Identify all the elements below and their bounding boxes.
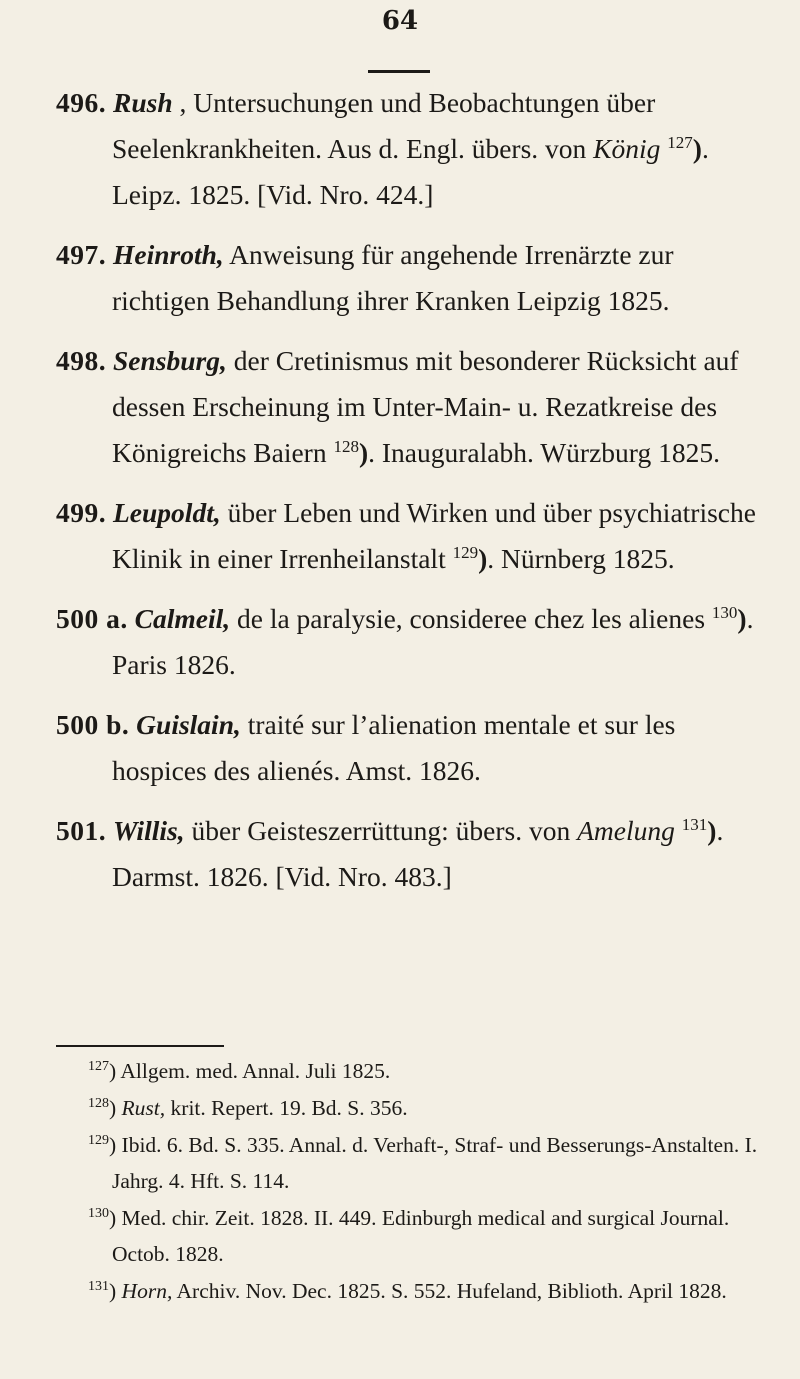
page-number: 64: [381, 6, 419, 36]
entry-text-tail: . Darmst. 1826. [Vid. Nro. 483.]: [112, 815, 724, 892]
footnote-text: Allgem. med. Annal. Juli 1825.: [120, 1059, 391, 1083]
entry-text-tail: . Inauguralabh. Würzburg 1825.: [368, 437, 720, 468]
entry-text: Anweisung für angehende Irrenärzte zur richtigen Behandlung ihrer Kranken Leipzig 1825.: [112, 239, 674, 316]
entry-number: 496.: [56, 87, 107, 118]
entry-number: 500 b.: [56, 709, 130, 740]
footnote: $^{127}$) Allgem. med. Annal. Juli 1825.: [88, 1058, 391, 1083]
entry-translator: König: [593, 133, 661, 164]
entry-author: Heinroth,: [113, 239, 224, 270]
bibliography-entry: 499. Leupoldt, über Leben und Wirken und über psychiatrische Klinik in einer Irrenheilanstalt $^{129}$). Nürnberg 1825.: [56, 497, 756, 574]
entry-text: über Geisteszerrüttung: übers. von: [184, 815, 578, 846]
bibliography-entry: 501. Willis, über Geisteszerrüttung: übers. von Amelung $^{131}$). Darmst. 1826. [Vid. Nro. 483.]: [56, 814, 724, 892]
entry-text-tail: . Paris 1826.: [112, 603, 754, 680]
footnote-author: Horn,: [121, 1279, 173, 1303]
entry-text: , Untersuchungen und Beobachtungen über Seelenkrankheiten. Aus d. Engl. übers. von: [112, 87, 656, 164]
bibliography-entry: 500 a. Calmeil, de la paralysie, consideree chez les alienes $^{130}$). Paris 1826.: [56, 602, 754, 680]
entry-author: Sensburg,: [113, 345, 227, 376]
bibliography-entry: 498. Sensburg, der Cretinismus mit besonderer Rücksicht auf dessen Erscheinung im Unter-Main- u. Rezatkreise des Königreichs Baiern $^{128}$). Inauguralabh. Würzburg 1825.: [56, 345, 739, 468]
entry-author: Willis,: [113, 815, 185, 846]
entry-number: 497.: [56, 239, 107, 270]
footnote-number: 131: [88, 1278, 109, 1294]
bibliography-entry: 496. Rush , Untersuchungen und Beobachtungen über Seelenkrankheiten. Aus d. Engl. übers. von König $^{127}$). Leipz. 1825. [Vid. Nro. 424.]: [56, 87, 709, 210]
bibliography-entry: [56, 232, 776, 324]
footnote-ref: 129: [452, 542, 479, 562]
footnote-number: 128: [88, 1095, 109, 1111]
footnote-ref: 130: [711, 602, 738, 622]
entry-text: der Cretinismus mit besonderer Rücksicht auf dessen Erscheinung im Unter-Main- u. Rezatkreise des Königreichs Baiern: [112, 345, 739, 468]
footnote: $^{128}$) Rust, krit. Repert. 19. Bd. S. 356.: [88, 1095, 408, 1120]
footnote-rule: [56, 1045, 224, 1047]
entry-text-tail: . Nürnberg 1825.: [487, 543, 675, 574]
entry-author: Guislain,: [136, 709, 241, 740]
footnote-ref: 128: [333, 436, 359, 456]
entry-author: Calmeil,: [134, 603, 231, 634]
footnote: $^{130}$) Med. chir. Zeit. 1828. II. 449. Edinburgh medical and surgical Journal. Octob. 1828.: [88, 1205, 730, 1266]
entry-text-tail: . Leipz. 1825. [Vid. Nro. 424.]: [112, 133, 709, 210]
footnote-text: Archiv. Nov. Dec. 1825. S. 552. Hufeland, Biblioth. April 1828.: [172, 1279, 727, 1303]
entry-text: traité sur l’alienation mentale et sur les hospices des alienés. Amst. 1826.: [112, 709, 676, 786]
page-number-rule: [368, 70, 430, 73]
entry-number: 498.: [56, 345, 107, 376]
footnote: $^{131}$) Horn, Archiv. Nov. Dec. 1825. S. 552. Hufeland, Biblioth. April 1828.: [88, 1278, 727, 1303]
bibliography-entries: [56, 80, 776, 914]
entry-author: Rush: [113, 87, 173, 118]
footnote: $^{129}$) Ibid. 6. Bd. S. 335. Annal. d. Verhaft-, Straf- und Besserungs-Anstalten. I. Jahrg. 4. Hft. S. 114.: [88, 1132, 758, 1193]
entry-text: über Leben und Wirken und über psychiatrische Klinik in einer Irrenheilanstalt: [112, 497, 756, 574]
entry-translator: Amelung: [577, 815, 675, 846]
footnote-number: 127: [88, 1058, 109, 1074]
entry-number: 500 a.: [56, 603, 128, 634]
footnote-text: Med. chir. Zeit. 1828. II. 449. Edinburgh medical and surgical Journal. Octob. 1828.: [112, 1206, 730, 1266]
footnote-author: Rust,: [121, 1096, 166, 1120]
footnote-ref: 127: [667, 132, 693, 152]
bibliography-entry: [56, 702, 776, 794]
footnote-ref: 131: [681, 814, 708, 834]
footnote-text: krit. Repert. 19. Bd. S. 356.: [165, 1096, 408, 1120]
footnote-number: 130: [88, 1205, 109, 1221]
footnote-text: Ibid. 6. Bd. S. 335. Annal. d. Verhaft-, Straf- und Besserungs-Anstalten. I. Jahrg. 4. Hft. S. 114.: [112, 1133, 758, 1193]
entry-text: de la paralysie, consideree chez les alienes: [230, 603, 706, 634]
footnotes: [56, 1053, 776, 1310]
footnote-number: 129: [88, 1132, 109, 1148]
entry-number: 501.: [56, 815, 107, 846]
entry-author: Leupoldt,: [113, 497, 221, 528]
entry-number: 499.: [56, 497, 107, 528]
